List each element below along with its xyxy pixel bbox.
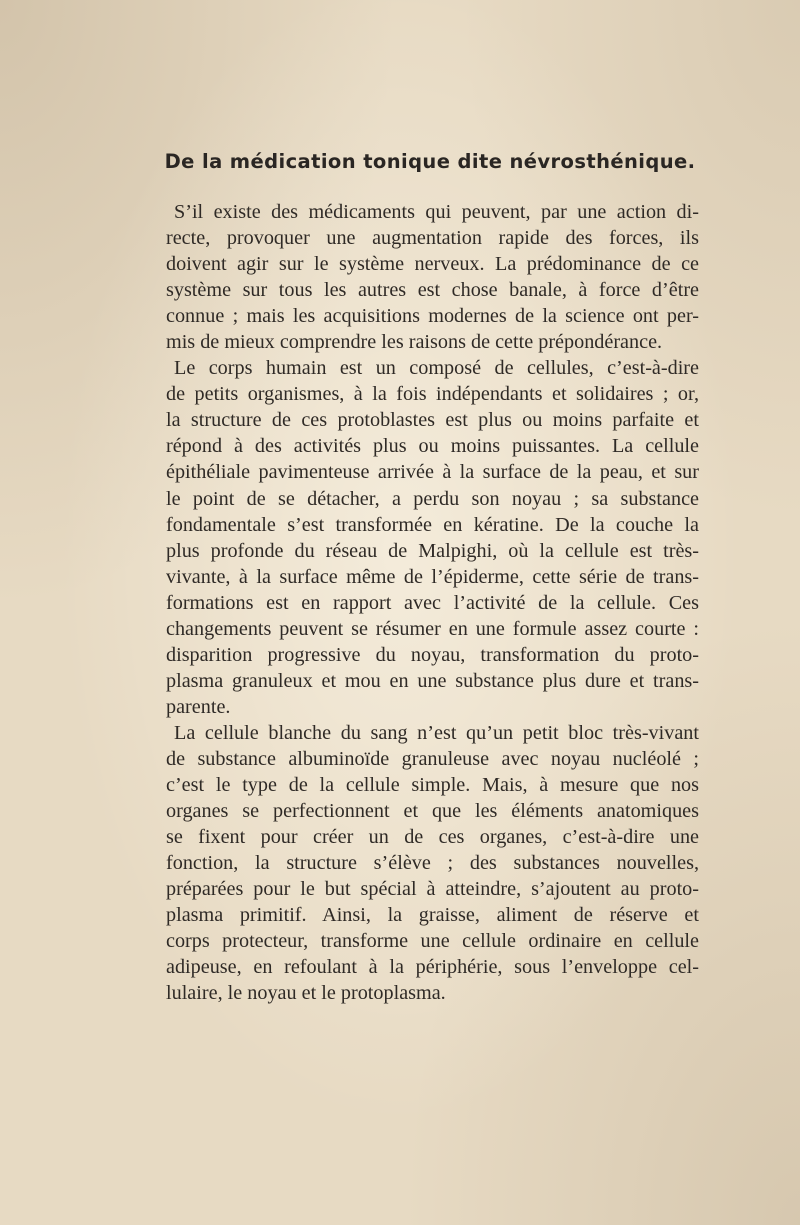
chapter-title: De la médication tonique dite névrosthénique.: [164, 150, 696, 173]
text-line: fondamentale s’est transformée en kératine. De la couche la: [166, 513, 699, 536]
text-line: Le corps humain est un composé de cellules, c’est-à-dire: [174, 357, 699, 380]
text-line: plasma primitif. Ainsi, la graisse, aliment de réserve et: [166, 904, 699, 927]
text-line: organes se perfectionnent et que les éléments anatomiques: [166, 800, 699, 823]
text-line: épithéliale pavimenteuse arrivée à la surface de la peau, et sur: [166, 461, 699, 484]
text-line: c’est le type de la cellule simple. Mais, à mesure que nos: [166, 774, 699, 797]
text-line: répond à des activités plus ou moins puissantes. La cellule: [166, 435, 699, 458]
text-line: préparées pour le but spécial à atteindre, s’ajoutent au proto-: [166, 878, 699, 901]
text-line: changements peuvent se résumer en une formule assez courte :: [166, 617, 699, 640]
text-line: La cellule blanche du sang n’est qu’un petit bloc très-vivant: [174, 721, 699, 744]
text-line: recte, provoquer une augmentation rapide des forces, ils: [166, 227, 699, 250]
body-text: [166, 199, 699, 1006]
text-line: doivent agir sur le système nerveux. La prédominance de ce: [166, 253, 699, 276]
text-line: lulaire, le noyau et le protoplasma.: [166, 982, 446, 1005]
text-line: système sur tous les autres est chose banale, à force d’être: [166, 279, 699, 302]
text-line: parente.: [166, 695, 231, 718]
text-line: vivante, à la surface même de l’épiderme, cette série de trans-: [166, 565, 699, 588]
text-line: plus profonde du réseau de Malpighi, où la cellule est très-: [166, 539, 699, 562]
text-line: plasma granuleux et mou en une substance plus dure et trans-: [166, 669, 699, 692]
text-line: mis de mieux comprendre les raisons de cette prépondérance.: [166, 331, 663, 354]
text-line: de substance albuminoïde granuleuse avec noyau nucléolé ;: [166, 747, 699, 770]
text-line: fonction, la structure s’élève ; des substances nouvelles,: [166, 852, 699, 875]
text-line: formations est en rapport avec l’activité de la cellule. Ces: [166, 591, 699, 614]
text-line: la structure de ces protoblastes est plus ou moins parfaite et: [166, 409, 699, 432]
text-line: connue ; mais les acquisitions modernes de la science ont per-: [166, 305, 699, 328]
text-line: disparition progressive du noyau, transformation du proto-: [166, 643, 699, 666]
text-line: adipeuse, en refoulant à la périphérie, sous l’enveloppe cel-: [166, 956, 699, 979]
text-line: de petits organismes, à la fois indépendants et solidaires ; or,: [166, 383, 699, 406]
text-line: corps protecteur, transforme une cellule ordinaire en cellule: [166, 930, 699, 953]
text-line: le point de se détacher, a perdu son noyau ; sa substance: [166, 487, 699, 510]
text-line: S’il existe des médicaments qui peuvent, par une action di-: [174, 201, 699, 223]
text-line: se fixent pour créer un de ces organes, c’est-à-dire une: [166, 826, 699, 849]
